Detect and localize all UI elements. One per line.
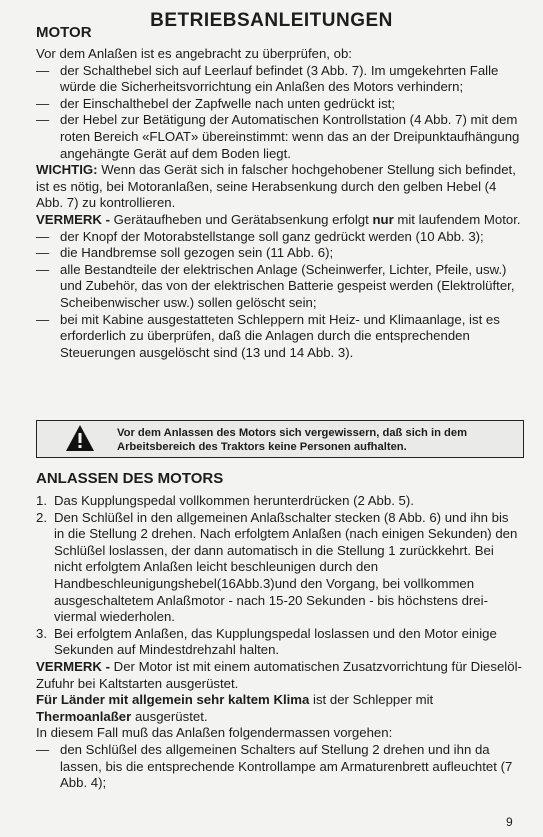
numbered-step [36,510,522,626]
wichtig-note [36,162,522,212]
vermerk-note [36,659,522,692]
vermerk-label: VERMERK - [36,658,110,674]
anlassen-section [36,493,522,792]
dash-marker: — [36,228,50,244]
vermerk-label: VERMERK - [36,211,110,227]
list-item [36,229,522,246]
step-text: Bei erfolgtem Anlaßen, das Kupplungspedal loslassen und den Motor einige Sekunden auf Mindestdrehzahl halten. [54,625,497,658]
warning-text [117,426,517,454]
list-item [36,742,522,792]
list-item [36,245,522,262]
thermoanlasser-label: Thermoanlaßer [36,708,132,724]
list-item [36,312,522,362]
list-item-text: alle Bestandteile der elektrischen Anlage (Scheinwerfer, Lichter, Pfeile, usw.) und Zubehör, das von der elektrischen Batterie gespeist werden (Elektrolüfter, Scheibenwischer usw.) sollen gelöscht sein; [60,261,515,310]
list-item-text: bei mit Kabine ausgestatteten Schleppern mit Heiz- und Klimaanlage, ist es erforderlich zu überprüfen, daß die Anlagen durch die entsprechenden Steuerungen ausgelöscht sind (13 und 14 Abb. 3). [60,311,500,360]
section-heading-motor: MOTOR [36,24,92,41]
cold-climate-label: Für Länder mit allgemein sehr kaltem Klima [36,692,310,708]
dash-marker: — [36,95,50,111]
cold-climate-text: ist der Schlepper mit [309,692,434,708]
list-item [36,262,522,312]
vermerk-note [36,212,522,229]
list-item-text: der Knopf der Motorabstellstange soll ganz gedrückt werden (10 Abb. 3); [60,228,484,244]
safety-warning-box [36,420,524,458]
list-item-text: der Einschalthebel der Zapfwelle nach unten gedrückt ist; [60,95,396,111]
numbered-step [36,493,522,510]
page-number: 9 [506,815,513,829]
list-item [36,96,522,113]
vermerk-text: Gerätaufheben und Gerätabsenkung erfolgt [110,211,373,227]
step-number: 1. [36,493,47,508]
step-number: 2. [36,509,47,525]
dash-marker: — [36,311,50,327]
cold-climate-note [36,692,522,725]
warning-line: Arbeitsbereich des Traktors keine Personen aufhalten. [117,441,407,453]
warning-triangle-icon [65,424,95,452]
dash-marker: — [36,741,50,757]
motor-section [36,46,522,361]
numbered-step [36,626,522,659]
list-item [36,112,522,162]
step-text: Den Schlüßel in den allgemeinen Anlaßschalter stecken (8 Abb. 6) und ihn bis in die Stellung 2 drehen. Nach erfolgtem Anlaßen (nach einigen Sekunden) den Schlüßel loslassen, der dann automatisch in die Stellung 1 zurückkehrt. Bei nicht erfolgtem Anlaßen leicht beschleunigen durch den Handbeschleunigungshebel(16Abb.3)und den Vorgang, bei vollkommen ausgeschaltetem Anlaßmotor - nach 15-20 Sekunden - bis höchstens drei- viermal wiederholen. [54,509,518,625]
wichtig-text: Wenn das Gerät sich in falscher hochgehobener Stellung sich befindet, ist es nötig, bei Motoranlaßen, seine Herabsenkung durch den gelben Hebel (4 Abb. 7) zu kontrollieren. [36,162,516,211]
step-number: 3. [36,625,47,641]
list-item-text: der Schalthebel sich auf Leerlauf befindet (3 Abb. 7). Im umgekehrten Falle würde die Sicherheitsvorrichtung ein Anlaßen des Motors verhindern; [60,62,499,95]
page-title: BETRIEBSANLEITUNGEN [150,10,393,31]
step-text: Das Kupplungspedal vollkommen herunterdrücken (2 Abb. 5). [54,493,414,508]
vermerk-text: Der Motor ist mit einem automatischen Zusatzvorrichtung für Dieselöl-Zufuhr bei Kaltstarten ausgerüstet. [36,658,522,691]
list-item [36,63,522,96]
list-item-text: die Handbremse soll gezogen sein (11 Abb. 6); [60,245,334,261]
dash-marker: — [36,112,50,128]
motor-intro: Vor dem Anlaßen ist es angebracht zu überprüfen, ob: [36,46,352,61]
wichtig-label: WICHTIG: [36,162,98,178]
list-item-text: den Schlüßel des allgemeinen Schalters auf Stellung 2 drehen und ihn da lassen, bis die entsprechende Kontrollampe am Armaturenbrett aufleuchtet (7 Abb. 4); [60,741,513,791]
dash-marker: — [36,62,50,78]
section-heading-anlassen: ANLASSEN DES MOTORS [36,470,224,487]
case-intro: In diesem Fall muß das Anlaßen folgendermassen vorgehen: [36,725,393,741]
cold-climate-text-end: ausgerüstet. [131,708,208,724]
dash-marker: — [36,261,50,277]
list-item-text: der Hebel zur Betätigung der Automatischen Kontrollstation (4 Abb. 7) mit dem roten Bereich «FLOAT» übereinstimmt: wenn das an der Dreipunktaufhängung angehängte Gerät auf dem Boden liegt. [60,112,520,161]
dash-marker: — [36,245,50,261]
warning-line: Vor dem Anlassen des Motors sich vergewissern, daß sich in dem [117,427,468,439]
vermerk-emphasis: nur [372,211,394,227]
vermerk-text-end: mit laufendem Motor. [393,211,521,227]
